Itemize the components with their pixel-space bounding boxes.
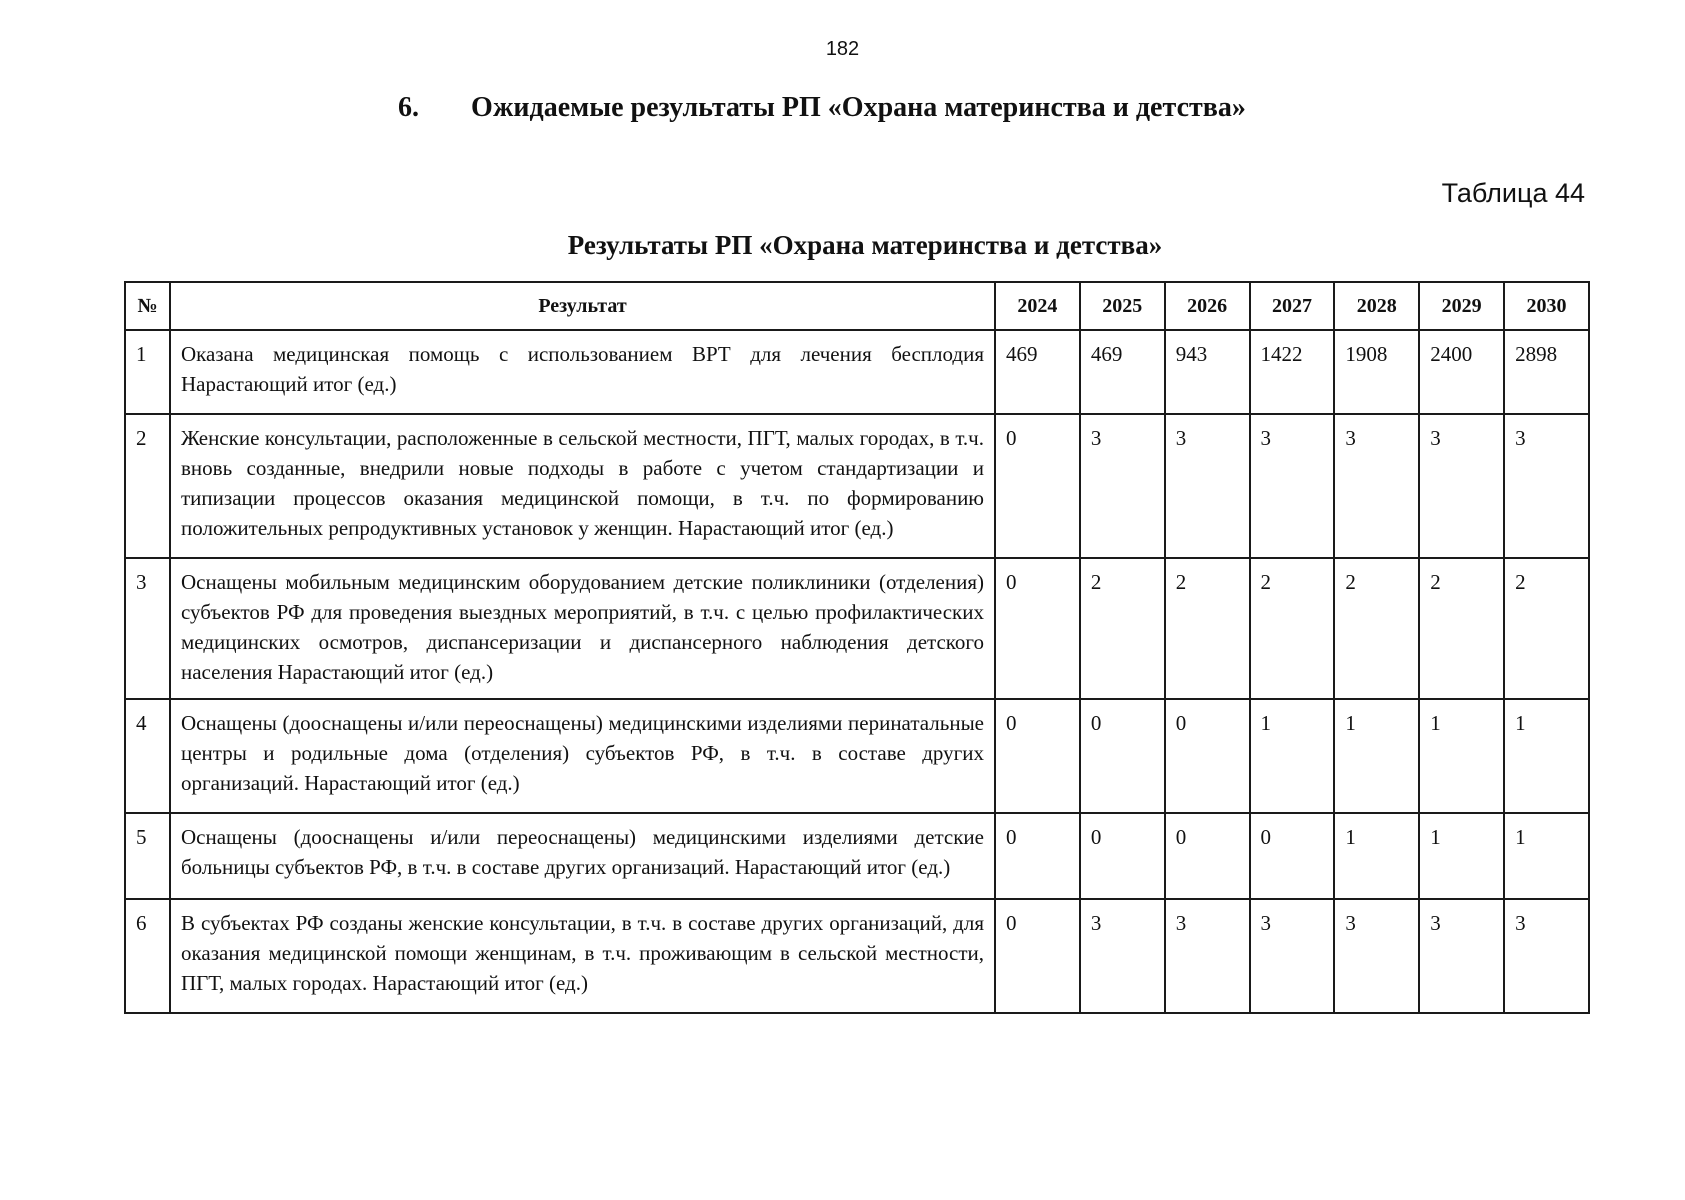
header-result: Результат: [170, 282, 995, 330]
row-value: 2: [1504, 558, 1589, 699]
table-row: [125, 558, 1589, 699]
row-value: 469: [995, 330, 1080, 414]
row-number: 1: [125, 330, 170, 414]
row-value: 1: [1334, 813, 1419, 899]
table-label: Таблица 44: [1441, 178, 1585, 208]
row-result: Оснащены (дооснащены и/или переоснащены) медицинскими изделиями детские больницы субъектов РФ, в т.ч. в составе других организаций. Нарастающий итог (ед.): [170, 813, 995, 899]
row-value: 3: [1165, 414, 1250, 558]
row-value: 2400: [1419, 330, 1504, 414]
row-value: 1422: [1250, 330, 1335, 414]
row-value: 0: [1165, 699, 1250, 813]
row-value: 469: [1080, 330, 1165, 414]
row-value: 1: [1419, 699, 1504, 813]
row-value: 943: [1165, 330, 1250, 414]
row-value: 0: [995, 813, 1080, 899]
row-result: Женские консультации, расположенные в сельской местности, ПГТ, малых городах, в т.ч. вновь созданные, внедрили новые подходы в работе с учетом стандартизации и типизации процессов оказания медицинской помощи, в т.ч. по формированию положительных репродуктивных установок у женщин. Нарастающий итог (ед.): [170, 414, 995, 558]
header-year: 2025: [1080, 282, 1165, 330]
row-value: 3: [1504, 899, 1589, 1013]
row-value: 0: [1165, 813, 1250, 899]
row-value: 2: [1334, 558, 1419, 699]
row-result: Оснащены (дооснащены и/или переоснащены) медицинскими изделиями перинатальные центры и родильные дома (отделения) субъектов РФ, в т.ч. в составе других организаций. Нарастающий итог (ед.): [170, 699, 995, 813]
row-value: 0: [1250, 813, 1335, 899]
row-value: 2: [1250, 558, 1335, 699]
header-year: 2030: [1504, 282, 1589, 330]
row-value: 0: [1080, 813, 1165, 899]
row-result: Оснащены мобильным медицинским оборудованием детские поликлиники (отделения) субъектов РФ для проведения выездных мероприятий, в т.ч. с целью профилактических медицинских осмотров, диспансеризации и диспансерного наблюдения детского населения Нарастающий итог (ед.): [170, 558, 995, 699]
row-value: 0: [995, 699, 1080, 813]
row-value: 1: [1334, 699, 1419, 813]
row-value: 3: [1334, 414, 1419, 558]
table-header-row: [125, 282, 1589, 330]
table-row: [125, 899, 1589, 1013]
row-value: 3: [1419, 414, 1504, 558]
row-result: Оказана медицинская помощь с использованием ВРТ для лечения бесплодия Нарастающий итог (ед.): [170, 330, 995, 414]
header-num: №: [125, 282, 170, 330]
table-caption: Результаты РП «Охрана материнства и детства»: [567, 230, 1163, 260]
header-year: 2024: [995, 282, 1080, 330]
row-value: 2898: [1504, 330, 1589, 414]
row-value: 0: [995, 558, 1080, 699]
section-number: 6.: [398, 92, 419, 123]
section-title: Ожидаемые результаты РП «Охрана материнства и детства»: [471, 92, 1246, 123]
header-year: 2026: [1165, 282, 1250, 330]
table-row: [125, 699, 1589, 813]
header-year: 2029: [1419, 282, 1504, 330]
row-value: 2: [1419, 558, 1504, 699]
row-number: 3: [125, 558, 170, 699]
row-value: 3: [1165, 899, 1250, 1013]
row-value: 3: [1080, 414, 1165, 558]
table-row: [125, 813, 1589, 899]
page-number: 182: [825, 38, 860, 60]
row-value: 3: [1250, 899, 1335, 1013]
row-value: 1: [1504, 699, 1589, 813]
row-value: 0: [995, 899, 1080, 1013]
row-value: 1908: [1334, 330, 1419, 414]
row-value: 1: [1250, 699, 1335, 813]
row-number: 4: [125, 699, 170, 813]
section-heading: [398, 92, 1246, 124]
row-number: 5: [125, 813, 170, 899]
header-year: 2028: [1334, 282, 1419, 330]
row-number: 6: [125, 899, 170, 1013]
row-value: 1: [1419, 813, 1504, 899]
row-value: 2: [1165, 558, 1250, 699]
row-value: 3: [1250, 414, 1335, 558]
row-value: 0: [1080, 699, 1165, 813]
header-year: 2027: [1250, 282, 1335, 330]
table-row: [125, 330, 1589, 414]
row-value: 0: [995, 414, 1080, 558]
row-value: 3: [1419, 899, 1504, 1013]
row-result: В субъектах РФ созданы женские консультации, в т.ч. в составе других организаций, для оказания медицинской помощи женщинам, в т.ч. проживающим в сельской местности, ПГТ, малых городах. Нарастающий итог (ед.): [170, 899, 995, 1013]
results-table: [124, 281, 1590, 1014]
row-value: 3: [1504, 414, 1589, 558]
row-value: 3: [1080, 899, 1165, 1013]
table-row: [125, 414, 1589, 558]
row-value: 2: [1080, 558, 1165, 699]
row-value: 1: [1504, 813, 1589, 899]
row-value: 3: [1334, 899, 1419, 1013]
row-number: 2: [125, 414, 170, 558]
